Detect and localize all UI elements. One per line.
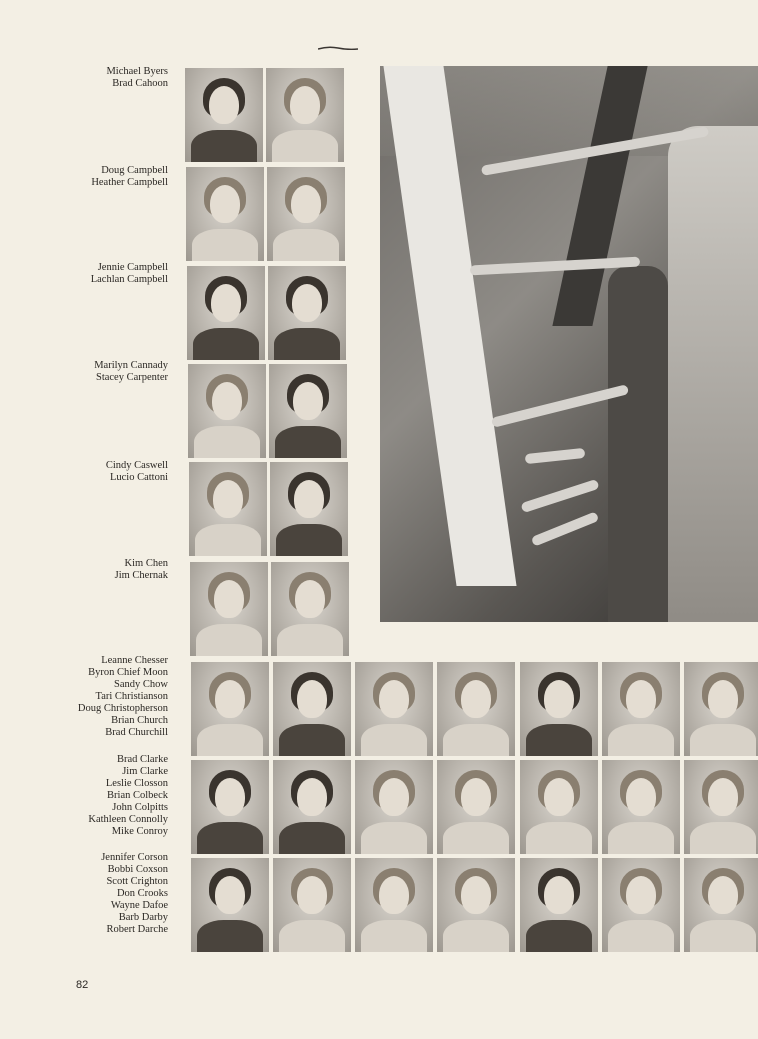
portrait-photo	[684, 858, 758, 952]
portrait-photo	[602, 858, 680, 952]
portrait-photo	[269, 364, 347, 458]
band-trumpet-photo	[380, 66, 758, 622]
portrait-photo	[270, 462, 348, 556]
portrait-photo	[602, 662, 680, 756]
student-name: Brad Churchill	[105, 727, 168, 738]
student-name: Byron Chief Moon	[88, 667, 168, 678]
student-name: John Colpitts	[112, 802, 168, 813]
names-group-7	[78, 655, 168, 739]
portrait-photo	[273, 662, 351, 756]
student-name: Barb Darby	[118, 912, 168, 923]
student-name: Doug Christopherson	[77, 703, 168, 714]
portrait-photo	[266, 68, 344, 162]
portrait-photo	[437, 662, 515, 756]
names-group-1	[106, 66, 168, 90]
student-name: Cindy Caswell	[105, 460, 168, 471]
student-name: Brian Church	[111, 715, 168, 726]
names-group-9	[101, 852, 168, 936]
portrait-photo	[273, 760, 351, 854]
student-name: Sandy Chow	[114, 679, 168, 690]
student-name: Doug Campbell	[101, 165, 168, 176]
portrait-photo	[268, 266, 346, 360]
portrait-photo	[684, 662, 758, 756]
student-name: Robert Darche	[106, 924, 168, 935]
student-name: Scott Crighton	[106, 876, 168, 887]
portrait-photo	[186, 167, 264, 261]
student-name: Kathleen Connolly	[88, 814, 168, 825]
portrait-photo	[355, 662, 433, 756]
portrait-photo	[191, 760, 269, 854]
names-group-8	[88, 754, 168, 838]
portrait-photo	[273, 858, 351, 952]
portrait-photo	[602, 760, 680, 854]
portrait-photo	[191, 858, 269, 952]
student-name: Jennifer Corson	[101, 852, 168, 863]
student-name: Kim Chen	[124, 558, 168, 569]
portrait-photo	[437, 858, 515, 952]
student-name: Brad Cahoon	[112, 78, 168, 89]
student-name: Bobbi Coxson	[107, 864, 168, 875]
page-number: 82	[76, 979, 89, 991]
student-name: Heather Campbell	[91, 177, 168, 188]
portrait-photo	[185, 68, 263, 162]
student-name: Lucio Cattoni	[109, 472, 168, 483]
portrait-photo	[188, 364, 266, 458]
stray-ink-mark	[318, 46, 358, 50]
student-name: Leslie Closson	[105, 778, 168, 789]
student-name: Jim Chernak	[114, 570, 168, 581]
student-name: Wayne Dafoe	[110, 900, 168, 911]
student-name: Marilyn Cannady	[94, 360, 168, 371]
portrait-photo	[190, 562, 268, 656]
student-name: Brad Clarke	[116, 754, 168, 765]
names-group-3	[91, 262, 168, 286]
portrait-photo	[187, 266, 265, 360]
portrait-photo	[684, 760, 758, 854]
student-name: Michael Byers	[106, 66, 168, 77]
names-group-5	[106, 460, 168, 484]
portrait-photo	[520, 858, 598, 952]
portrait-photo	[191, 662, 269, 756]
names-group-2	[91, 165, 168, 189]
portrait-photo	[520, 662, 598, 756]
student-name: Leanne Chesser	[101, 655, 168, 666]
portrait-photo	[189, 462, 267, 556]
student-name: Jennie Campbell	[97, 262, 168, 273]
student-name: Jim Clarke	[122, 766, 168, 777]
student-name: Stacey Carpenter	[95, 372, 168, 383]
student-name: Tari Christianson	[95, 691, 168, 702]
portrait-photo	[520, 760, 598, 854]
portrait-photo	[271, 562, 349, 656]
portrait-photo	[355, 760, 433, 854]
names-group-6	[115, 558, 168, 582]
student-name: Don Crooks	[116, 888, 168, 899]
student-name: Lachlan Campbell	[90, 274, 168, 285]
student-name: Brian Colbeck	[107, 790, 168, 801]
portrait-photo	[267, 167, 345, 261]
names-group-4	[94, 360, 168, 384]
portrait-photo	[355, 858, 433, 952]
portrait-photo	[437, 760, 515, 854]
student-name: Mike Conroy	[111, 826, 168, 837]
